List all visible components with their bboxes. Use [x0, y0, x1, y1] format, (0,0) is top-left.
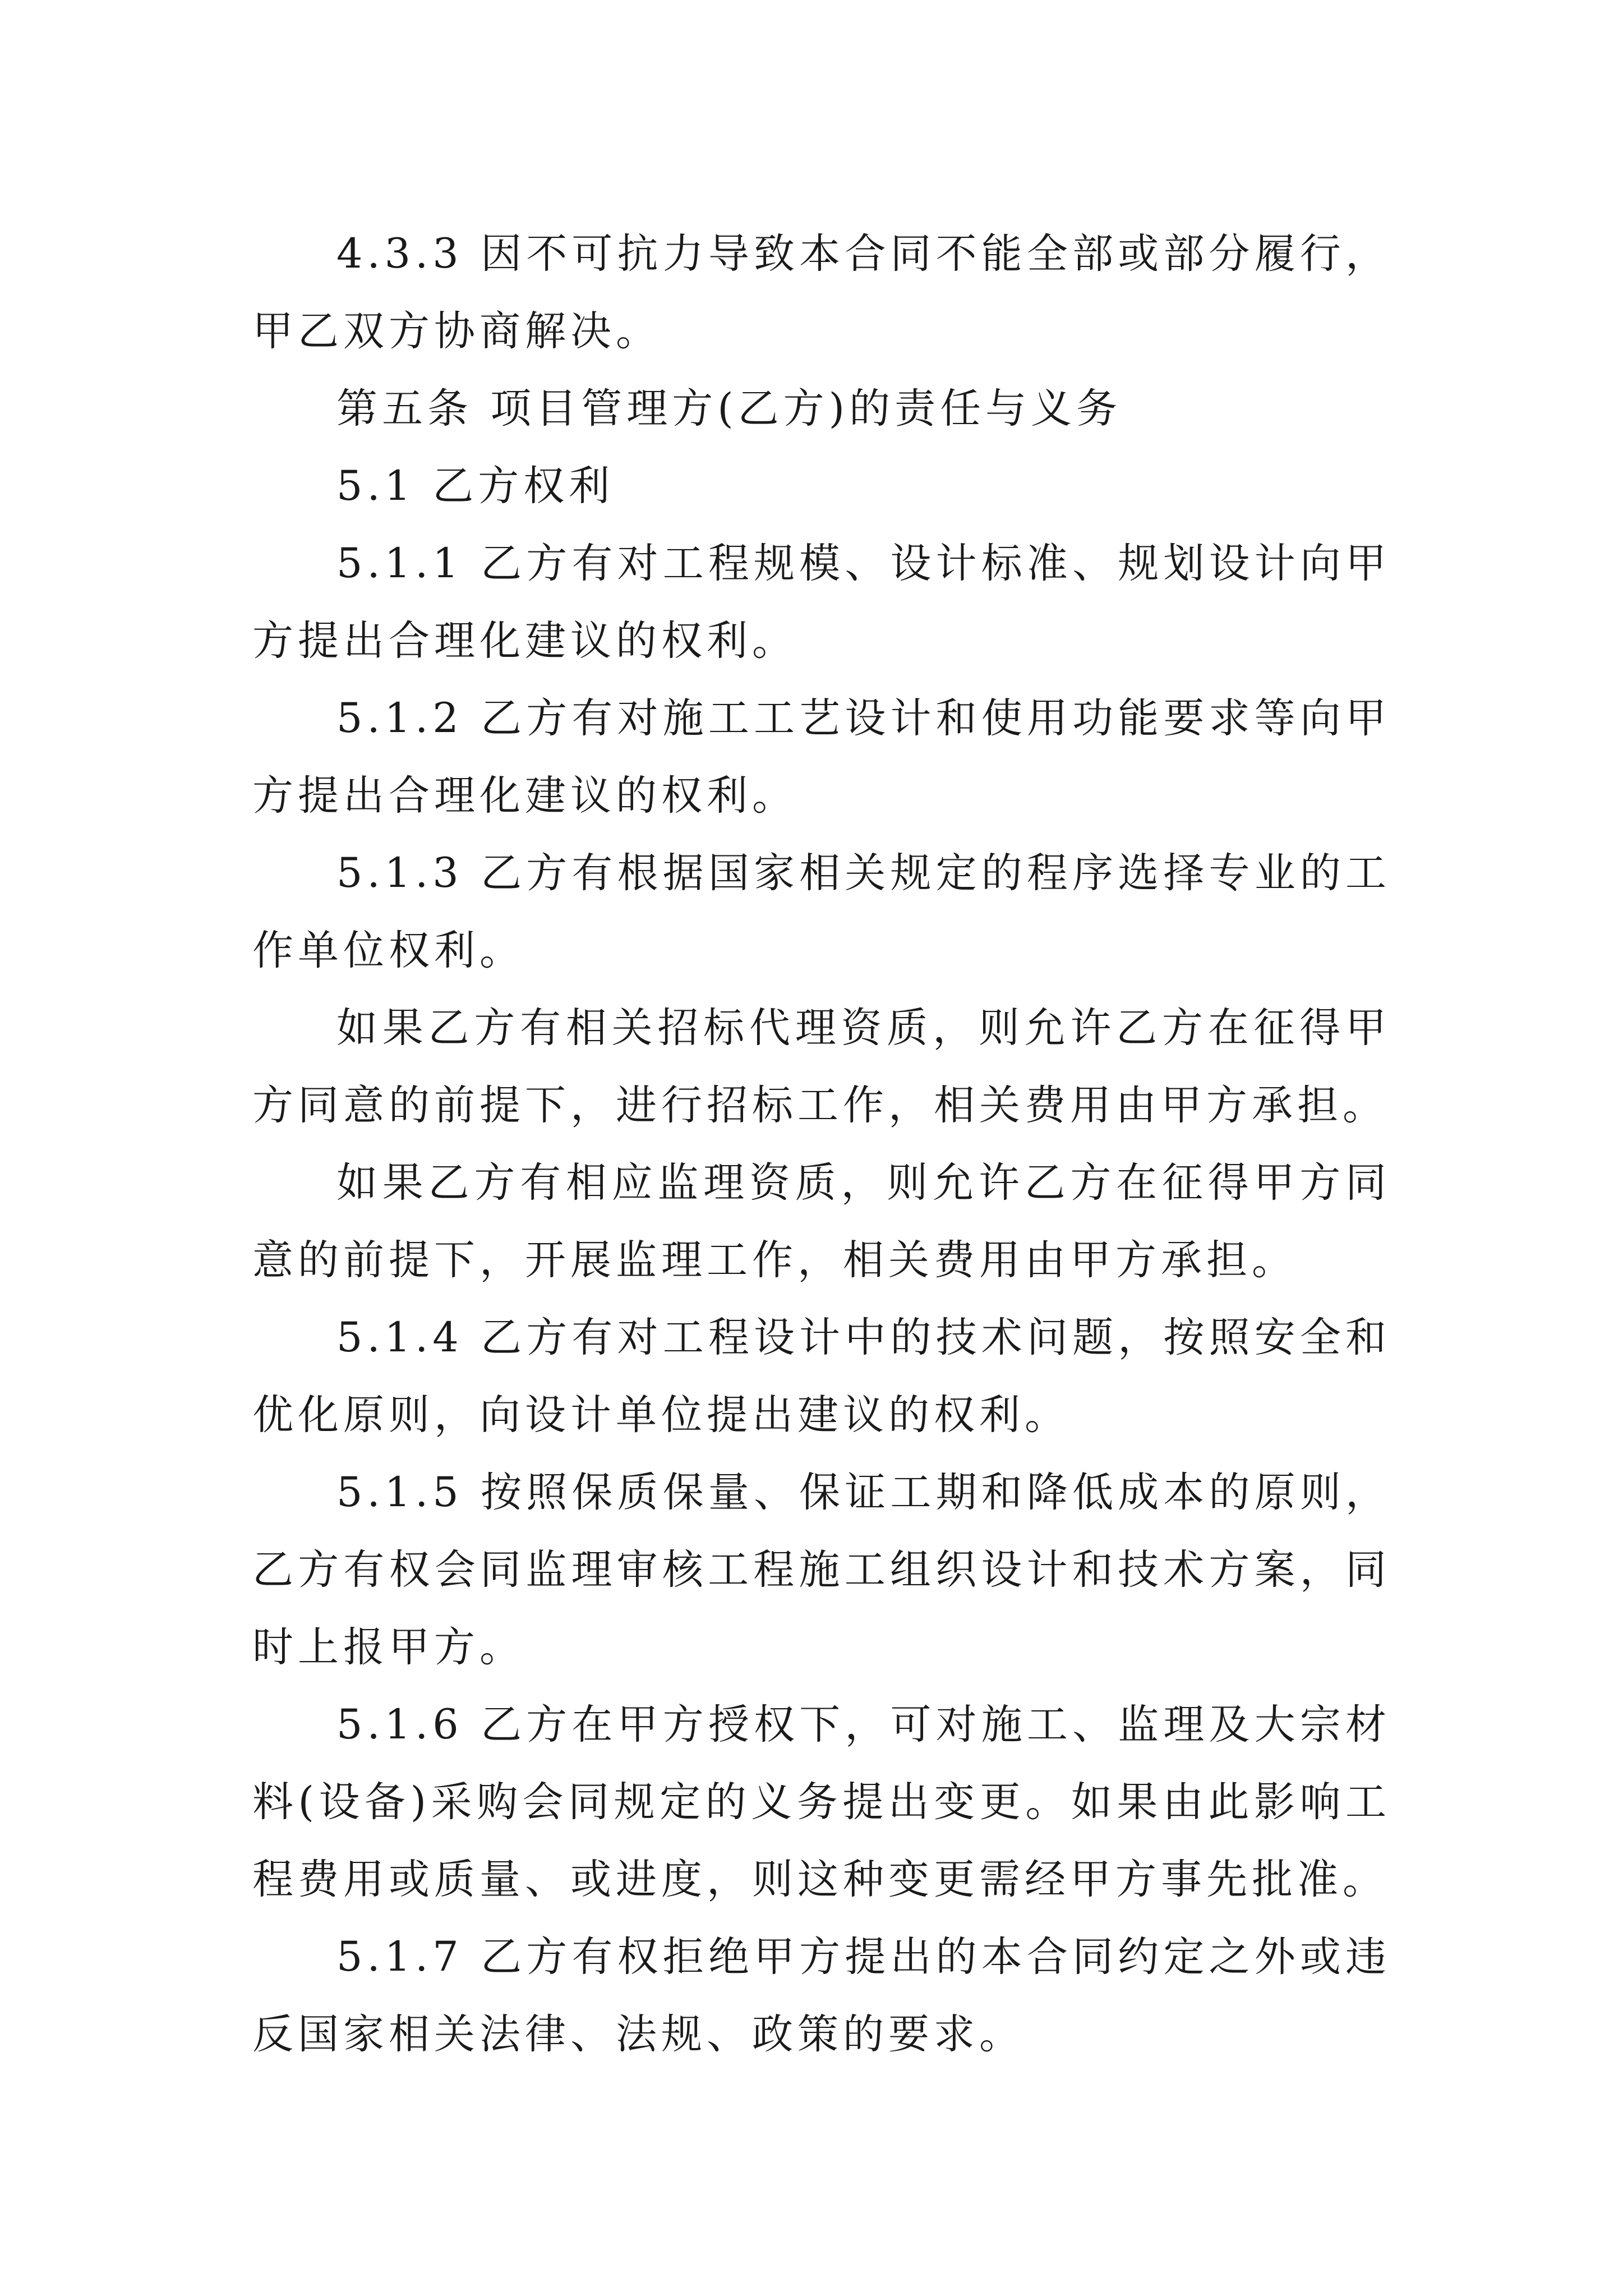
paragraph-4-3-3: 4.3.3 因不可抗力导致本合同不能全部或部分履行，甲乙双方协商解决。 [252, 230, 1391, 355]
paragraph-5-1-4: 5.1.4 乙方有对工程设计中的技术问题，按照安全和优化原则，向设计单位提出建议的权利。 [252, 1314, 1391, 1439]
paragraph-5-1-6: 5.1.6 乙方在甲方授权下，可对施工、监理及大宗材料(设备)采购会同规定的义务提出变更。如果由此影响工程费用或质量、或进度，则这种变更需经甲方事先批准。 [252, 1701, 1391, 1903]
paragraph-5-1-2: 5.1.2 乙方有对施工工艺设计和使用功能要求等向甲方提出合理化建议的权利。 [252, 694, 1391, 820]
paragraph-5-1-1: 5.1.1 乙方有对工程规模、设计标准、规划设计向甲方提出合理化建议的权利。 [252, 540, 1391, 665]
paragraph-bidding-agency: 如果乙方有相关招标代理资质，则允许乙方在征得甲方同意的前提下，进行招标工作，相关费用由甲方承担。 [252, 1004, 1391, 1129]
paragraph-supervision: 如果乙方有相应监理资质，则允许乙方在征得甲方同意的前提下，开展监理工作，相关费用由甲方承担。 [252, 1159, 1391, 1284]
paragraph-5-1-7: 5.1.7 乙方有权拒绝甲方提出的本合同约定之外或违反国家相关法律、法规、政策的要求。 [252, 1933, 1391, 2058]
subsection-heading-5-1: 5.1 乙方权利 [336, 462, 615, 510]
document-body [252, 215, 1391, 2073]
section-heading-article-5: 第五条 项目管理方(乙方)的责任与义务 [336, 385, 1122, 432]
paragraph-5-1-5: 5.1.5 按照保质保量、保证工期和降低成本的原则，乙方有权会同监理审核工程施工组织设计和技术方案，同时上报甲方。 [252, 1469, 1391, 1671]
paragraph-5-1-3: 5.1.3 乙方有根据国家相关规定的程序选择专业的工作单位权利。 [252, 849, 1391, 974]
